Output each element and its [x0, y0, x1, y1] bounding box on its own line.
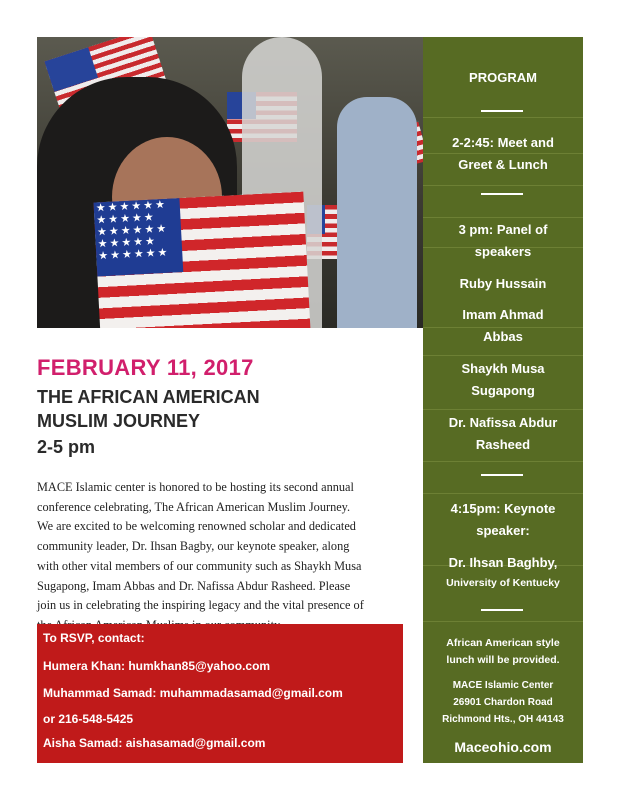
keynote-name: Dr. Ihsan Baghby,: [448, 555, 558, 570]
intro-line: conference celebrating, The African American Muslim Journey.: [37, 499, 351, 514]
title-line: THE AFRICAN AMERICAN: [37, 387, 260, 407]
schedule-item: speakers: [474, 244, 532, 259]
venue-address: MACE Islamic Center: [452, 680, 554, 691]
program-heading: PROGRAM: [469, 70, 537, 85]
speaker-name: Sugapong: [471, 383, 535, 398]
schedule-item: 3 pm: Panel of: [458, 222, 548, 237]
divider: [481, 609, 523, 611]
schedule-item: Greet & Lunch: [458, 157, 548, 172]
intro-line: We are excited to be welcoming renowned scholar and dedicated: [37, 519, 356, 534]
venue-address: Richmond Hts., OH 44143: [442, 714, 564, 725]
website-link[interactable]: Maceohio.com: [454, 739, 552, 755]
rsvp-contact: Aisha Samad: aishasamad@gmail.com: [43, 736, 266, 750]
rsvp-contact: or 216-548-5425: [43, 712, 134, 726]
speaker-name: Shaykh Musa: [461, 361, 545, 376]
speaker-name: Abbas: [483, 329, 523, 344]
divider: [481, 474, 523, 476]
speaker-name: Dr. Nafissa Abdur: [448, 415, 558, 430]
event-title: [37, 385, 260, 433]
venue-address: 26901 Chardon Road: [453, 697, 553, 708]
schedule-item: 2-2:45: Meet and: [452, 135, 554, 150]
rsvp-box: [37, 624, 403, 763]
rsvp-contact: Humera Khan: humkhan85@yahoo.com: [43, 659, 271, 673]
schedule-item: speaker:: [476, 523, 530, 538]
program-sidebar: [423, 37, 583, 763]
intro-line: join us in celebrating the inspiring legacy and the vital presence of: [37, 598, 364, 613]
divider: [481, 110, 523, 112]
schedule-item: 4:15pm: Keynote: [450, 501, 556, 516]
rsvp-contact: Muhammad Samad: muhammadasamad@gmail.com: [43, 686, 343, 700]
intro-line: community leader, Dr. Ihsan Bagby, our keynote speaker, along: [37, 539, 350, 554]
intro-line: MACE Islamic center is honored to be hosting its second annual: [37, 480, 354, 494]
intro-paragraph: [37, 478, 403, 636]
event-date: FEBRUARY 11, 2017: [37, 355, 254, 380]
speaker-name: Imam Ahmad: [462, 307, 544, 322]
intro-line: Sugapong, Imam Abbas and Dr. Nafissa Abdur Rasheed. Please: [37, 578, 351, 593]
hero-photo: [37, 37, 423, 328]
event-time: 2-5 pm: [37, 437, 96, 457]
intro-line: with other vital members of our community such as Shaykh Musa: [37, 558, 362, 573]
lunch-note: lunch will be provided.: [446, 654, 560, 666]
lunch-note: African American style: [446, 637, 560, 649]
person-figure: [337, 97, 417, 328]
title-line: MUSLIM JOURNEY: [37, 411, 201, 431]
speaker-name: Rasheed: [475, 437, 531, 452]
speaker-name: Ruby Hussain: [459, 276, 547, 291]
flag-image: ★★★★★★ ★★★★★ ★★★★★★ ★★★★★ ★★★★★★: [94, 192, 311, 328]
divider: [481, 193, 523, 195]
keynote-affiliation: University of Kentucky: [446, 577, 560, 589]
rsvp-heading: To RSVP, contact:: [43, 631, 145, 645]
